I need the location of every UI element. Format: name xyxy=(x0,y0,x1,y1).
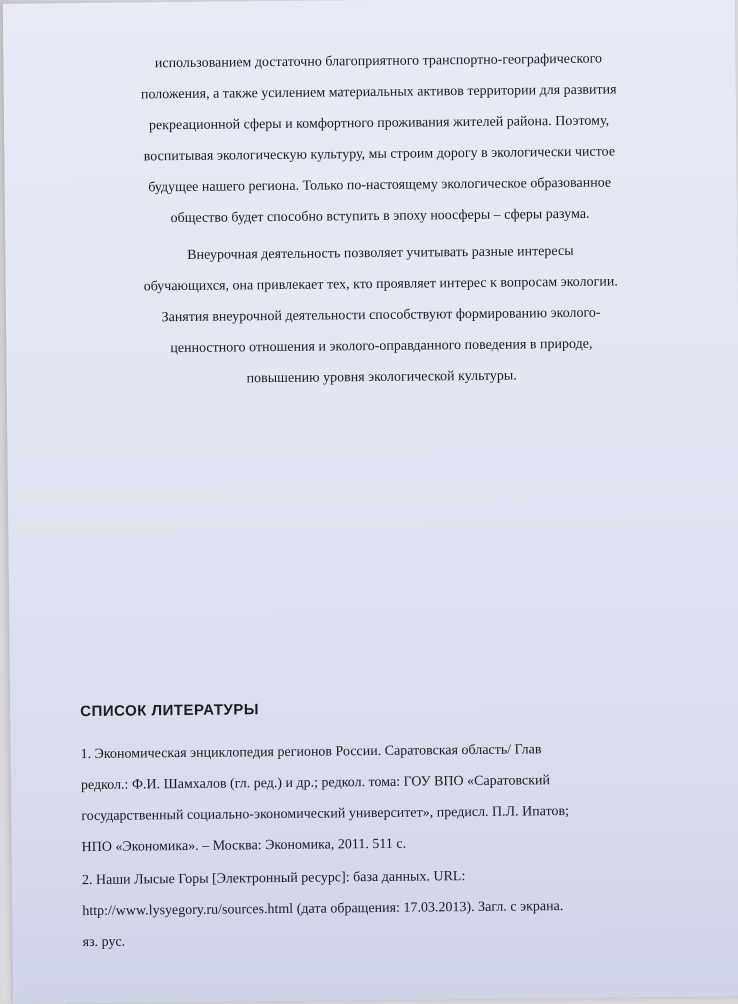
body-paragraph-2 xyxy=(45,234,717,396)
text-line: рекреационной сферы и комфортного проживания жителей района. Поэтому, xyxy=(148,113,610,134)
text-line: Внеурочная деятельность позволяет учитывать разные интересы xyxy=(187,243,574,263)
references-heading: СПИСОК ЛИТЕРАТУРЫ xyxy=(80,701,260,721)
text-line: http://www.lysyegory.ru/sources.html (дата обращения: 17.03.2013). Загл. с экрана. xyxy=(82,899,564,920)
text-line: редкол.: Ф.И. Шамхалов (гл. ред.) и др.; редкол. тома: ГОУ ВПО «Саратовский xyxy=(80,773,551,794)
reference-item-2 xyxy=(82,858,723,958)
reference-item-1 xyxy=(80,732,721,863)
text-line: государственный социально-экономический университет», предисл. П.Л. Ипатов; xyxy=(81,803,570,825)
text-line: ценностного отношения и эколого-оправданного поведения в природе, xyxy=(170,336,593,357)
text-line: будущее нашего региона. Только по-настоящему экологическое образованное xyxy=(148,175,612,196)
text-line: обучающихся, она привлекает тех, кто проявляет интерес к вопросам экологии. xyxy=(143,274,618,295)
paper-sheet xyxy=(3,0,738,1004)
text-line: воспитывая экологическую культуру, мы строим дорогу в экологически чистое xyxy=(143,144,616,165)
text-line: повышению уровня экологической культуры. xyxy=(246,368,517,387)
text-line: использованием достаточно благоприятного транспортно-географического xyxy=(154,51,603,72)
text-line: 1. Экономическая энциклопедия регионов России. Саратовская область/ Глав xyxy=(80,742,542,763)
text-line: общество будет способно вступить в эпоху ноосферы – сферы разума. xyxy=(170,206,590,227)
text-line: яз. рус. xyxy=(82,934,126,951)
text-line: НПО «Экономика». – Москва: Экономика, 2011. 511 с. xyxy=(81,836,407,856)
text-line: положения, а также усилением материальных активов территории для развития xyxy=(140,82,617,103)
text-line: Занятия внеурочной деятельности способствуют формированию эколого- xyxy=(161,305,601,326)
text-line: 2. Наши Лысые Горы [Электронный ресурс]: база данных. URL: xyxy=(81,869,466,889)
body-paragraph-1 xyxy=(43,42,715,235)
